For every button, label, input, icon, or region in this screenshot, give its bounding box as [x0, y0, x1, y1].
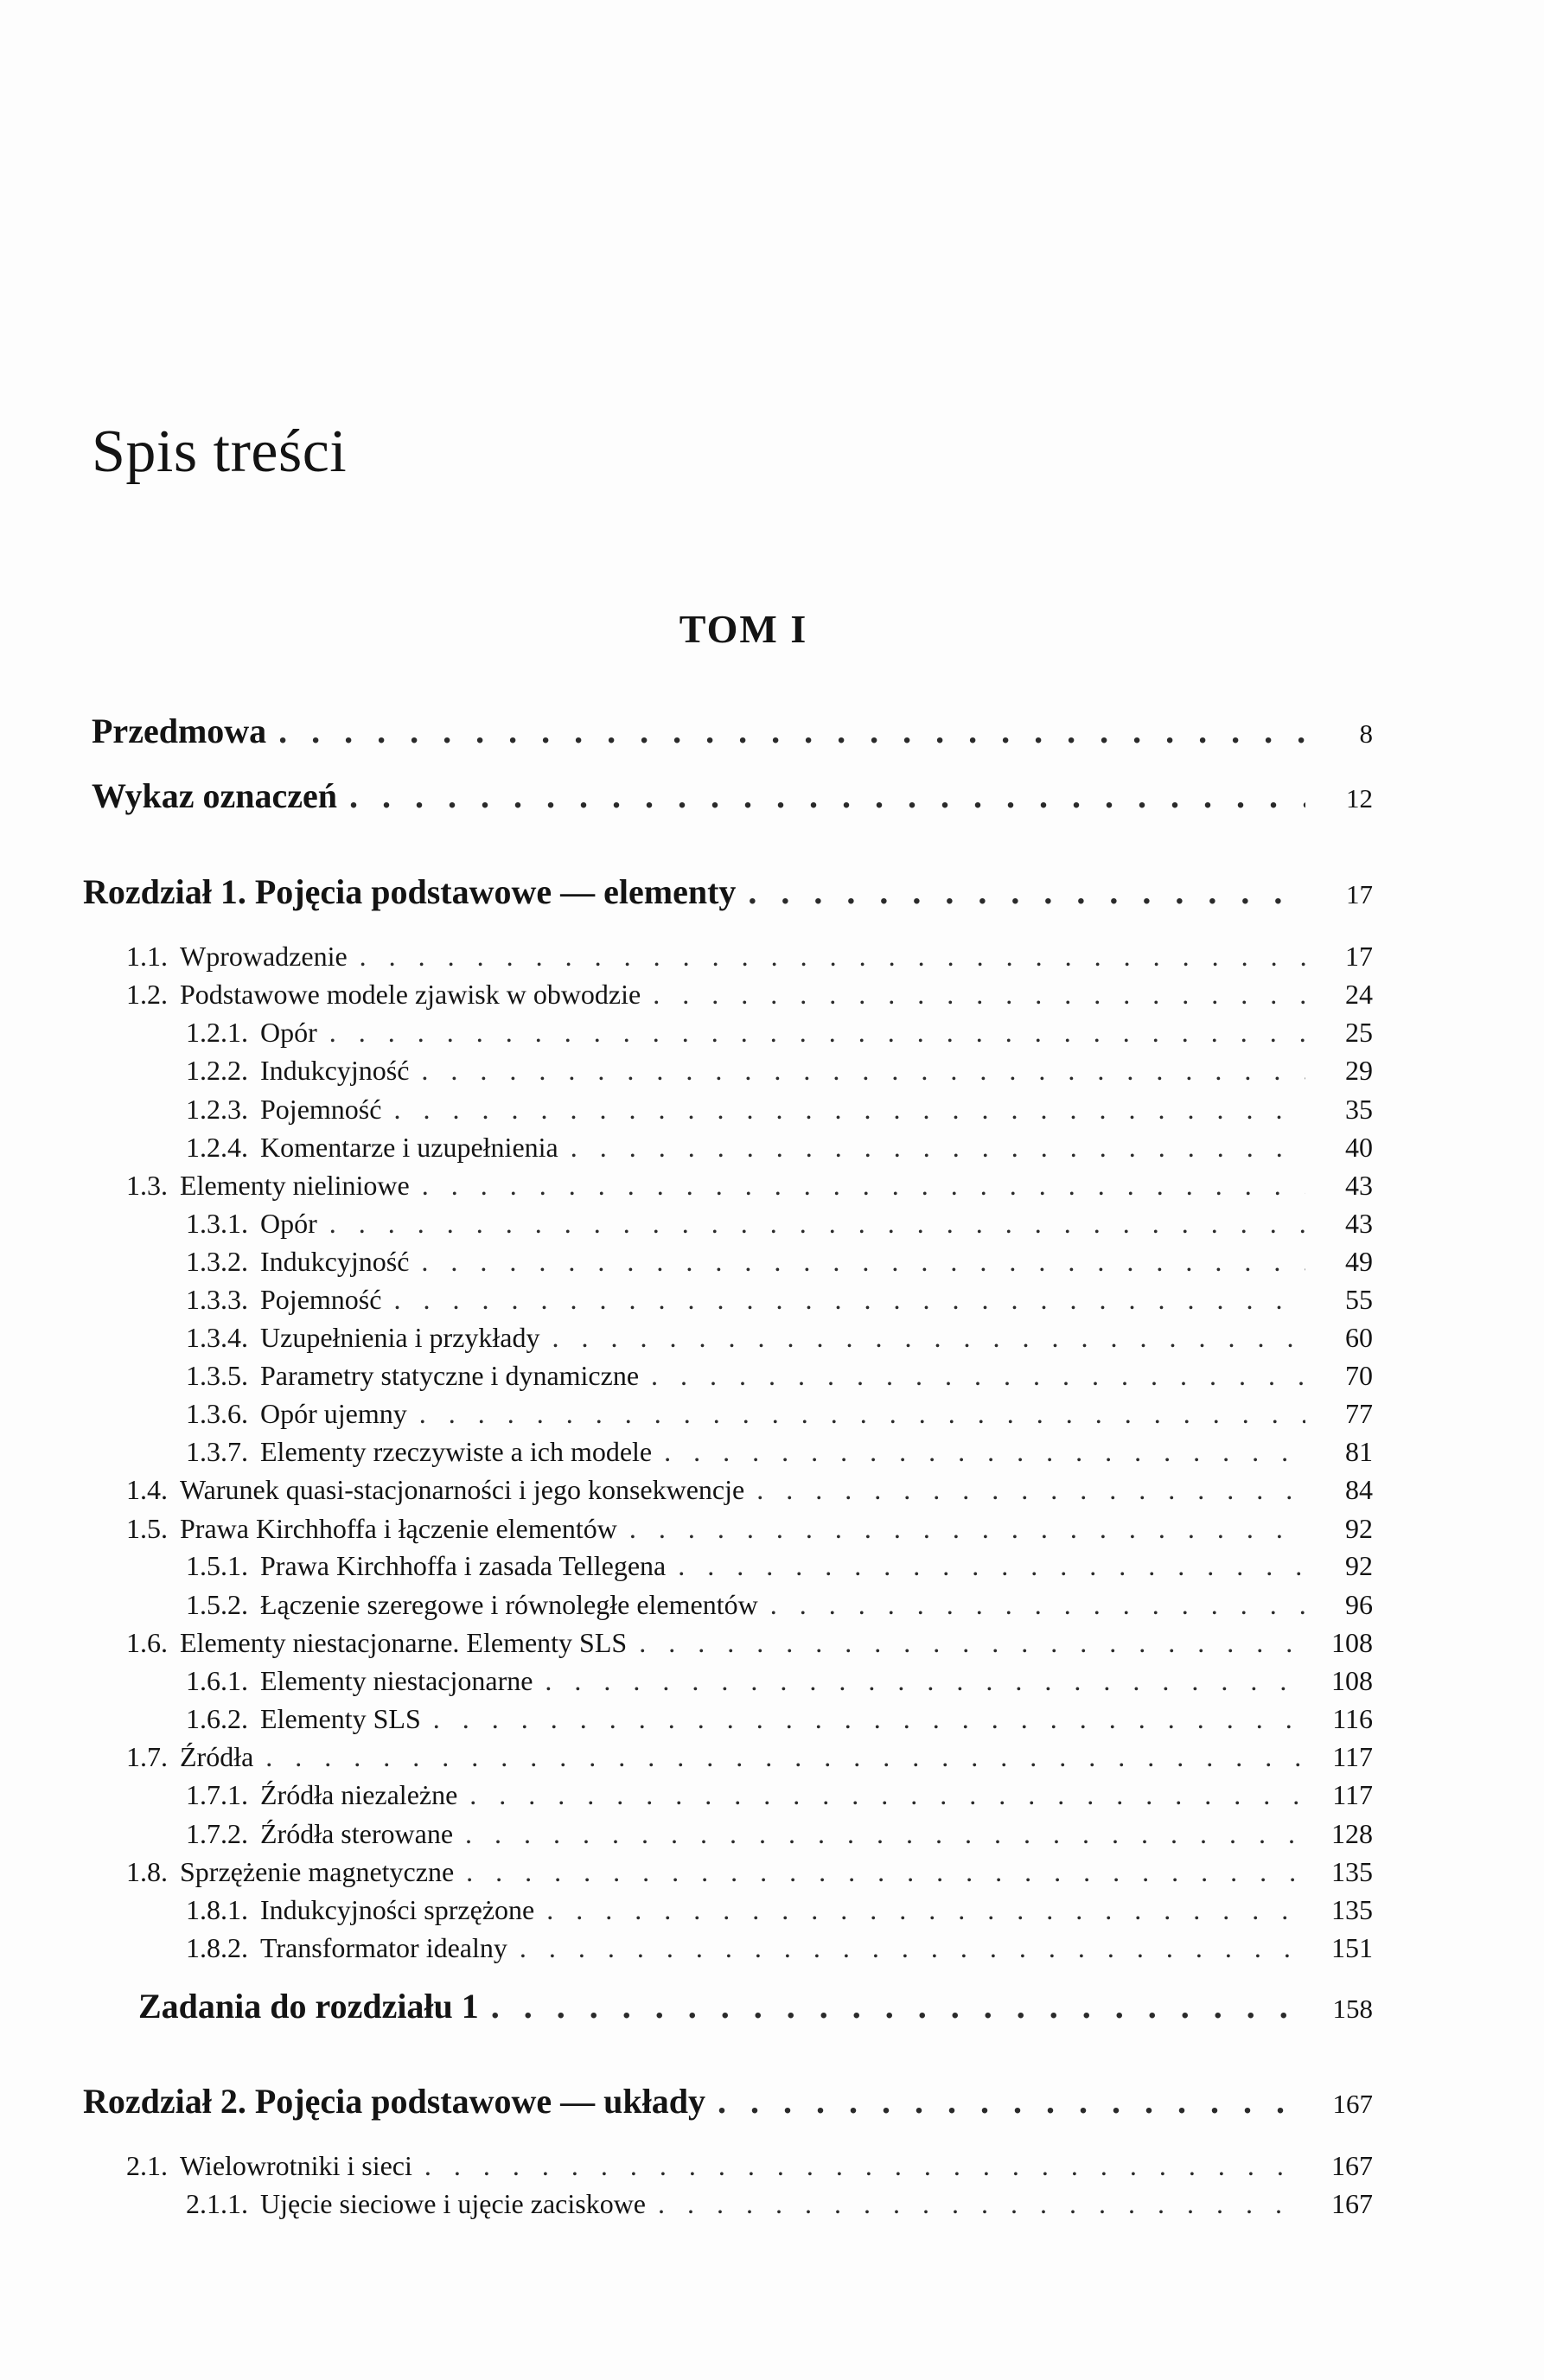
toc-entry-text [92, 711, 266, 751]
toc-entry-title: Indukcyjności sprzężone [260, 1894, 535, 1925]
toc-entry-text [186, 1894, 534, 1926]
toc-entry-number: 1.3.4. [186, 1322, 248, 1353]
toc-entry-text [186, 1132, 558, 1164]
toc-entry-title: Opór [260, 1017, 317, 1048]
toc-entry-text [186, 1932, 507, 1964]
dot-leader [422, 1170, 1305, 1202]
page-title: Spis treści [92, 418, 348, 485]
dot-leader [433, 1703, 1305, 1735]
toc-entry-subsection [186, 1779, 1373, 1811]
toc-entry-subsection [186, 1246, 1373, 1278]
toc-entry-title: Rozdział 1. Pojęcia podstawowe — elementy [83, 872, 737, 911]
toc-entry-title: Opór ujemny [260, 1398, 407, 1429]
toc-entry-text [138, 1986, 479, 2026]
toc-entry-number: 1.2.4. [186, 1132, 248, 1163]
toc-entry-page-number: 17 [1346, 879, 1373, 909]
toc-entry-title: Łączenie szeregowe i równoległe elementów [260, 1589, 758, 1620]
toc-entry-title: Indukcyjność [260, 1055, 410, 1086]
toc-entry-text [126, 1170, 410, 1202]
toc-entry-section [126, 941, 1373, 973]
toc-entry-page-number: 92 [1345, 1513, 1373, 1544]
toc-entry-subsection [186, 1894, 1373, 1926]
toc-entry-text [186, 1208, 317, 1240]
toc-entry-page-number: 24 [1345, 979, 1373, 1010]
toc-entry-chapter [83, 2081, 1373, 2122]
toc-entry-page-number: 135 [1331, 1856, 1373, 1887]
dot-leader [571, 1132, 1305, 1164]
toc-entry-subsection [186, 1665, 1373, 1697]
toc-entry-title: Zadania do rozdziału 1 [138, 1987, 479, 2026]
dot-leader [278, 711, 1305, 751]
toc-entry-number: 1.3. [126, 1170, 168, 1201]
toc-entry-text [126, 1856, 454, 1888]
toc-entry-page-number: 158 [1332, 1994, 1373, 2024]
toc-entry-section [126, 1856, 1373, 1888]
toc-entry-section [126, 1474, 1373, 1506]
toc-entry-page-number: 81 [1345, 1436, 1373, 1467]
toc-entry-front [92, 775, 1373, 816]
toc-entry-page-number: 128 [1331, 1818, 1373, 1849]
toc-entry-title: Źródła [180, 1741, 254, 1772]
toc-entry-text [83, 2081, 705, 2122]
toc-entry-page-number: 116 [1332, 1703, 1373, 1734]
toc-entry-text [186, 1094, 381, 1126]
toc-entry-section [126, 979, 1373, 1011]
toc-entry-title: Elementy niestacjonarne [260, 1665, 533, 1696]
toc-entry-title: Źródła sterowane [260, 1818, 454, 1849]
toc-entry-text [83, 871, 736, 912]
dot-leader [393, 1094, 1305, 1126]
dot-leader [424, 2150, 1305, 2182]
toc-entry-number: 1.8.1. [186, 1894, 248, 1925]
toc-entry-title: Opór [260, 1208, 317, 1239]
dot-leader [718, 2081, 1305, 2122]
toc-entry-page-number: 35 [1345, 1094, 1373, 1125]
dot-leader [329, 1017, 1305, 1049]
toc-entry-subsection [186, 1094, 1373, 1126]
dot-leader [520, 1932, 1305, 1964]
toc-entry-title: Elementy SLS [260, 1703, 421, 1734]
toc-entry-number: 1.5. [126, 1513, 168, 1544]
toc-entry-section [126, 1741, 1373, 1773]
toc-entry-subsection [186, 1360, 1373, 1392]
toc-entry-number: 2.1. [126, 2150, 168, 2181]
toc-entry-title: Elementy niestacjonarne. Elementy SLS [180, 1627, 628, 1658]
toc-entry-page-number: 40 [1345, 1132, 1373, 1163]
toc-entry-text [186, 1550, 666, 1582]
toc-entry-number: 1.3.6. [186, 1398, 248, 1429]
dot-leader [658, 2188, 1305, 2220]
toc-entry-page-number: 43 [1345, 1208, 1373, 1239]
dot-leader [546, 1894, 1305, 1926]
toc-entry-subsection [186, 1208, 1373, 1240]
toc-entry-title: Parametry statyczne i dynamiczne [260, 1360, 640, 1391]
toc-entry-page-number: 60 [1345, 1322, 1373, 1353]
toc-entry-number: 1.2.1. [186, 1017, 248, 1048]
toc-entry-page-number: 29 [1345, 1055, 1373, 1086]
toc-entry-text [186, 1284, 381, 1316]
toc-entry-subsection [186, 1398, 1373, 1430]
volume-title: TOM I [679, 607, 808, 651]
toc-entry-tasks [138, 1986, 1373, 2026]
toc-entry-text [186, 1703, 421, 1735]
toc-entry-text [186, 1779, 457, 1811]
toc-entry-subsection [186, 1055, 1373, 1087]
toc-entry-title: Sprzężenie magnetyczne [180, 1856, 455, 1887]
toc-entry-page-number: 92 [1345, 1550, 1373, 1581]
toc-entry-number: 1.3.7. [186, 1436, 248, 1467]
dot-leader [469, 1779, 1305, 1811]
toc-entry-page-number: 135 [1331, 1894, 1373, 1925]
toc-entry-text [186, 1436, 652, 1468]
toc-entry-page-number: 167 [1331, 2188, 1373, 2219]
toc-entry-page-number: 8 [1359, 718, 1373, 749]
dot-leader [678, 1550, 1305, 1582]
toc-entry-number: 1.1. [126, 941, 168, 972]
toc-entry-number: 1.5.1. [186, 1550, 248, 1581]
toc-entry-title: Elementy rzeczywiste a ich modele [260, 1436, 653, 1467]
toc-entry-page-number: 117 [1332, 1779, 1373, 1810]
dot-leader [651, 1360, 1305, 1392]
toc-entry-title: Wielowrotniki i sieci [180, 2150, 412, 2181]
toc-entry-number: 1.2. [126, 979, 168, 1010]
toc-entry-page-number: 108 [1331, 1665, 1373, 1696]
toc-entry-title: Pojemność [260, 1094, 382, 1125]
toc-entry-number: 1.8.2. [186, 1932, 248, 1963]
toc-entry-page-number: 84 [1345, 1474, 1373, 1505]
toc-entry-subsection [186, 1703, 1373, 1735]
toc-entry-section [126, 2150, 1373, 2182]
dot-leader [664, 1436, 1305, 1468]
toc-entry-title: Warunek quasi-stacjonarności i jego konsekwencje [180, 1474, 745, 1505]
toc-entry-text [126, 1741, 253, 1773]
toc-entry-text [186, 1360, 639, 1392]
toc-entry-page-number: 17 [1345, 941, 1373, 972]
toc-entry-subsection [186, 1322, 1373, 1354]
toc-entry-title: Elementy nieliniowe [180, 1170, 410, 1201]
toc-entry-title: Podstawowe modele zjawisk w obwodzie [180, 979, 641, 1010]
toc-entry-subsection [186, 1436, 1373, 1468]
toc-entry-title: Komentarze i uzupełnienia [260, 1132, 558, 1163]
toc-entry-number: 1.3.5. [186, 1360, 248, 1391]
toc-entry-subsection [186, 2188, 1373, 2220]
toc-entry-subsection [186, 1589, 1373, 1621]
toc-entry-number: 1.3.1. [186, 1208, 248, 1239]
toc-entry-subsection [186, 1932, 1373, 1964]
toc-entry-number: 1.2.3. [186, 1094, 248, 1125]
toc-entry-chapter [83, 871, 1373, 912]
dot-leader [421, 1246, 1305, 1278]
toc-entry-text [126, 941, 348, 973]
toc-entry-text [126, 979, 641, 1011]
toc-entry-subsection [186, 1017, 1373, 1049]
toc-entry-page-number: 70 [1345, 1360, 1373, 1391]
toc-entry-page-number: 43 [1345, 1170, 1373, 1201]
toc-entry-text [186, 1665, 533, 1697]
toc-entry-number: 1.8. [126, 1856, 168, 1887]
toc-entry-page-number: 117 [1332, 1741, 1373, 1772]
dot-leader [466, 1856, 1305, 1888]
toc-entry-page-number: 49 [1345, 1246, 1373, 1277]
dot-leader [360, 941, 1305, 973]
dot-leader [491, 1986, 1305, 2026]
toc-entry-number: 1.7.1. [186, 1779, 248, 1810]
toc-entry-page-number: 25 [1345, 1017, 1373, 1048]
toc-entry-page-number: 77 [1345, 1398, 1373, 1429]
dot-leader [465, 1818, 1305, 1850]
toc-entry-number: 1.5.2. [186, 1589, 248, 1620]
dot-leader [419, 1398, 1305, 1430]
toc-entry-title: Uzupełnienia i przykłady [260, 1322, 540, 1353]
toc-entry-front [92, 711, 1373, 751]
toc-entry-title: Indukcyjność [260, 1246, 410, 1277]
toc-entry-number: 1.2.2. [186, 1055, 248, 1086]
toc-entry-title: Prawa Kirchhoffa i zasada Tellegena [260, 1550, 667, 1581]
toc-entry-text [186, 1055, 409, 1087]
toc-entry-text [186, 2188, 646, 2220]
dot-leader [393, 1284, 1305, 1316]
toc-entry-subsection [186, 1818, 1373, 1850]
dot-leader [770, 1589, 1305, 1621]
dot-leader [629, 1513, 1305, 1545]
dot-leader [639, 1627, 1305, 1659]
toc-entry-number: 2.1.1. [186, 2188, 248, 2219]
toc-entry-text [126, 1513, 617, 1545]
toc-entry-number: 1.7.2. [186, 1818, 248, 1849]
toc-entry-text [126, 1627, 627, 1659]
toc-entry-text [186, 1818, 453, 1850]
toc-entry-subsection [186, 1284, 1373, 1316]
toc-entry-text [186, 1589, 758, 1621]
toc-entry-text [186, 1017, 317, 1049]
toc-entry-number: 1.6.1. [186, 1665, 248, 1696]
toc-entry-subsection [186, 1550, 1373, 1582]
toc-entry-title: Prawa Kirchhoffa i łączenie elementów [180, 1513, 617, 1544]
toc-entry-text [186, 1246, 409, 1278]
toc-entry-number: 1.3.3. [186, 1284, 248, 1315]
toc-entry-text [186, 1322, 539, 1354]
dot-leader [265, 1741, 1305, 1773]
toc-entry-text [92, 775, 337, 816]
toc-entry-section [126, 1627, 1373, 1659]
toc-entry-number: 1.6.2. [186, 1703, 248, 1734]
toc-entry-title: Pojemność [260, 1284, 382, 1315]
toc-entry-number: 1.3.2. [186, 1246, 248, 1277]
toc-entry-text [126, 2150, 412, 2182]
dot-leader [349, 775, 1305, 816]
toc-entry-page-number: 151 [1331, 1932, 1373, 1963]
dot-leader [552, 1322, 1305, 1354]
toc-entry-section [126, 1513, 1373, 1545]
toc-entry-title: Rozdział 2. Pojęcia podstawowe — układy [83, 2082, 705, 2121]
toc-entry-text [186, 1398, 407, 1430]
dot-leader [653, 979, 1305, 1011]
toc-entry-page-number: 108 [1331, 1627, 1373, 1658]
toc-entry-section [126, 1170, 1373, 1202]
toc-entry-title: Wprowadzenie [180, 941, 348, 972]
toc-entry-title: Wykaz oznaczeń [92, 776, 338, 815]
toc-entry-title: Przedmowa [92, 711, 267, 750]
toc-entry-title: Ujęcie sieciowe i ujęcie zaciskowe [260, 2188, 646, 2219]
toc-entry-number: 1.7. [126, 1741, 168, 1772]
toc-entry-page-number: 167 [1331, 2150, 1373, 2181]
toc-entry-number: 1.6. [126, 1627, 168, 1658]
dot-leader [545, 1665, 1305, 1697]
toc-entry-page-number: 167 [1332, 2089, 1373, 2119]
toc-entry-page-number: 96 [1345, 1589, 1373, 1620]
dot-leader [748, 871, 1305, 912]
dot-leader [329, 1208, 1305, 1240]
dot-leader [421, 1055, 1305, 1087]
toc-entry-page-number: 12 [1346, 783, 1373, 814]
dot-leader [756, 1474, 1305, 1506]
toc-entry-page-number: 55 [1345, 1284, 1373, 1315]
toc-entry-subsection [186, 1132, 1373, 1164]
toc-entry-text [126, 1474, 744, 1506]
toc-entry-title: Transformator idealny [260, 1932, 507, 1963]
toc-entry-number: 1.4. [126, 1474, 168, 1505]
toc-entry-title: Źródła niezależne [260, 1779, 458, 1810]
